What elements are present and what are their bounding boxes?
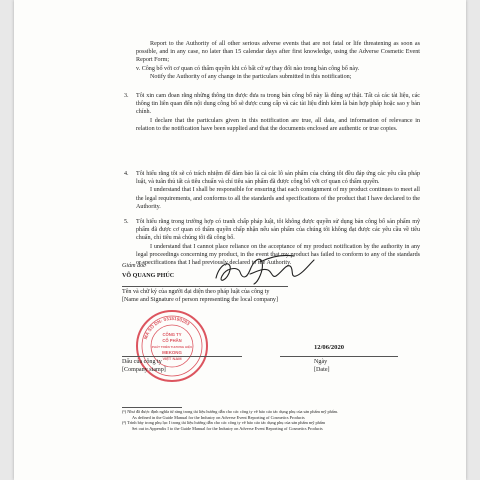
date-line — [280, 356, 398, 357]
stamp-line-3: PHÁT TRIỂN THƯƠNG HIỆU — [151, 345, 193, 349]
item-5-number: 5. — [124, 219, 129, 225]
signature-line — [122, 286, 288, 287]
signature-caption-vi: Tên và chữ ký của người đại diện theo pháp luật của công ty — [122, 289, 270, 295]
stamp-line-4: MEKONG — [162, 350, 182, 355]
company-stamp-label-en: [Company stamp] — [122, 367, 166, 373]
item-3-number: 3. — [124, 93, 129, 99]
signatory-name: VÕ QUANG PHÚC — [122, 273, 175, 279]
footnote-1-vi: (¹) Như đã được định nghĩa từ ràng trong tài liệu hướng dẫn cho các công ty về báo cáo tác dụng phụ của sản phẩm mỹ phẩm. — [122, 409, 339, 414]
footnotes — [122, 409, 422, 431]
company-stamp-line — [122, 356, 242, 357]
stamp-line-5: VIỆT NAM — [162, 356, 182, 361]
signature-caption-en: [Name and Signature of person representing the local company] — [122, 297, 279, 303]
document-page — [14, 0, 466, 480]
stamp-ring-text: MÃ SỐ DN: 0315190283 — [142, 315, 191, 340]
intro-item-v-en: Notify the Authority of any change in the particulars submitted in this notification; — [150, 73, 352, 80]
footnote-divider — [122, 407, 182, 408]
signatory-title: Giám đốc — [122, 263, 146, 269]
item-5-vi: Tôi hiểu rằng trong trường hợp có tranh chấp pháp luật, tôi không được quyền sử dụng bản công bố sản phẩm mỹ phẩm đã được cơ quan có thẩm quyền chấp nhận nếu sản phẩm của chúng tôi không đạt được các yêu cầu về tiêu chuẩn, chỉ tiêu mà chúng tôi đã công bố. — [136, 219, 420, 242]
footnote-2-vi: (²) Trình bày trong phụ lục I trong tài liệu hướng dẫn cho các công ty về báo cáo tác dụng phụ của sản phẩm mỹ phẩm — [122, 420, 326, 426]
intro-paragraph-en: Report to the Authority of all other serious adverse events that are not fatal or life threatening as soon as possible, and in any case, no later than 15 calendar days after first knowledge, using the Adverse Cosmetic Event Report Form; — [136, 41, 420, 64]
item-4-vi: Tôi hiểu rằng tôi sẽ có trách nhiệm để đảm bảo là cả các lô sản phẩm của chúng tôi đều đáp ứng các yêu cầu pháp luật, và tuân thủ tất cả tiêu chuẩn và chỉ tiêu sản phẩm đã được công bố với cơ quan có thẩm quyền. — [136, 171, 420, 186]
item-5-en: I understand that I cannot place reliance on the acceptance of my product notification by the authority in any legal proceedings concerning my product, in the event that my product has failed to conform to any of the standards or specifications that I had previously declared to the Authority. — [136, 243, 420, 267]
intro-block — [136, 40, 420, 81]
intro-item-v-vi: v. Công bố với cơ quan có thẩm quyền khi có bất cứ sự thay đổi nào trong bản công bố này. — [136, 65, 360, 72]
date-label-vi: Ngày — [314, 359, 328, 365]
company-stamp-label-vi: Dấu của công ty — [122, 359, 162, 365]
item-3-en: I declare that the particulars given in this notification are true, all data, and information of relevance in relation to the notification have been supplied and that the documents enclosed are authentic or true copies. — [136, 117, 420, 132]
date-label-en: [Date] — [314, 367, 330, 373]
item-4 — [136, 170, 420, 211]
footnote-2-en: Set out in Appendix I to the Guide Manual for the Industry on Adverse Event Reporting of Cosmetics Products — [132, 425, 323, 431]
stamp-line-2: CỔ PHẦN — [162, 338, 182, 343]
stamp-line-1: CÔNG TY — [162, 332, 182, 337]
date-value: 12/06/2020 — [314, 344, 345, 351]
footnote-1-en: As defined in the Guide Manual for the Industry on Adverse Event Reporting of Cosmetics Products — [132, 414, 305, 420]
item-4-en: I understand that I shall be responsible for ensuring that each consignment of my product continues to meet all the legal requirements, and conforms to all the standards and specifications of the product that I have declared to the Authority. — [136, 187, 420, 210]
item-3 — [136, 92, 420, 133]
item-4-number: 4. — [124, 171, 129, 177]
item-3-vi: Tôi xin cam đoan rằng những thông tin được đưa ra trong bản công bố này là đúng sự thật. Tất cả các tài liệu, các thông tin liên quan đến nội dung công bố sẽ được cung cấp và các tài liệu đính kèm là bản hợp pháp hoặc sao y bản chính. — [136, 93, 420, 116]
